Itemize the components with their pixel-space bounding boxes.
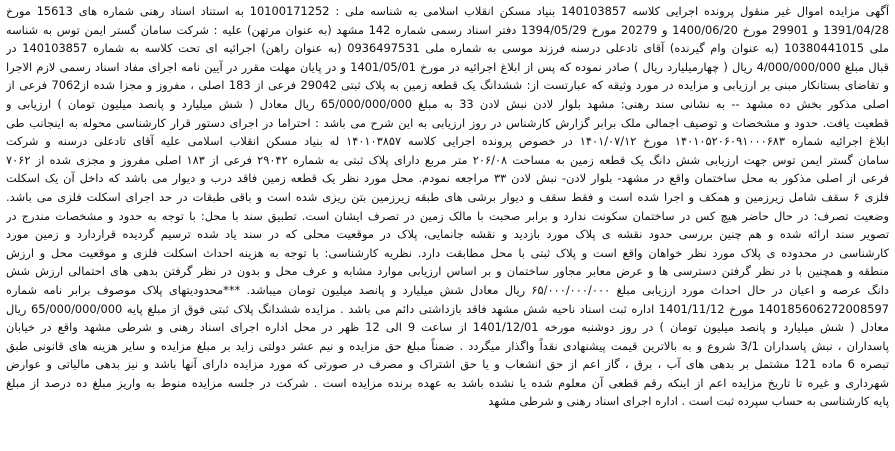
notice-line: سامان گستر ایمن توس جهت ارزیابی شش دانگ یک قطعه زمین به مساحت ۲۰۶/۰۸ متر مربع دارای پلاک ثبتی به شماره ۲۹۰۴۲ فرعی از ۱۸۳ اصلی مفروز و مجزی شده از ۷۰۶۲ bbox=[6, 152, 889, 167]
notice-line: ملی 10380441015 (به عنوان وام گیرنده) آقای تادعلی درسنه فرزند موسی به شماره ملی 0936497531 (به عنوان راهن) اجرائیه ای تحت کلاسه به شماره 140103857 در bbox=[6, 41, 889, 56]
notice-line: قطعیت یافت. حدود و مشخصات و توصیف اجمالی ملک برابر گزارش کارشناس در روز ارزیابی به این شرح می باشد : احتراما در اجرای دستور قرار کارشناسی محوله به اینجانب طی bbox=[6, 115, 889, 130]
notice-line: وضعیت تصرف: در حال حاضر هیچ کس در ساختمان سکونت ندارد و برابر صحبت با مالک زمین در تصرف ایشان است. تطبیق سند با محل: با توجه به حدود و مشخصات مندرج در bbox=[6, 208, 889, 223]
notice-line: کارشناسی در محدوده ی پلاک مورد نظر خواهان واقع است و پلاک ثبتی با محل مطابقت دارد. نظریه کارشناسی: با توجه به هزینه احداث اسکلت فلزی و موقعیت محل و ارزش bbox=[6, 245, 889, 260]
notice-line: پایه کارشناسی به حساب سپرده ثبت است . اداره اجرای اسناد رهنی و شرطی مشهد bbox=[488, 394, 889, 409]
notice-line: قبال مبلغ 4/000/000/000 ریال ( چهارمیلیارد ریال ) صادر نموده که پس از ابلاغ اجرائیه در مورخ 1401/05/01 و در پایان مهلت مقرر در آیین نامه اجرای مفاد اسناد رسمی لازم الاجرا bbox=[6, 59, 889, 74]
notice-line: ابلاغ اجرائیه شماره ۱۴۰۱۰۵۲۰۶۰۹۱۰۰۰۶۸۳ مورخ ۱۴۰۱/۰۷/۱۲ در خصوص پرونده اجرایی کلاسه ۱۴۰۱۰۳۸۵۷ له بنیاد مسکن انقلاب اسلامی علیه آقای تادعلی درسنه و شرکت bbox=[6, 134, 889, 149]
notice-line: منطقه و همچنین با در نظر گرفتن دسترسی ها و عرض معابر مجاور ساختمان و بر اساس ارزیابی موارد مشابه و عرف محل و بدون در نظر گرفتن بدهی های احتمالی ارزش شش bbox=[6, 264, 889, 279]
notice-line: شهرداری و غیره تا تاریخ مزایده اعم از اینکه رقم قطعی آن معلوم شده یا نشده باشد به عهده برنده مزایده است . شرکت در جلسه مزایده منوط به واریز مبلغ ده درصد از مبلغ bbox=[6, 375, 889, 390]
notice-line: 140185606272008597 مورخ 1401/11/12 اداره ثبت اسناد ناحیه شش مشهد فاقد بازداشتی دائم می باشد . مزایده ششدانگ پلاک ثبتی فوق از مبلغ پایه 65/000/000/000 ریال bbox=[6, 301, 889, 316]
auction-notice-text bbox=[6, 2, 889, 449]
notice-line: دانگ عرصه و اعیان در حال احداث مورد ارزیابی مبلغ ۶۵/۰۰۰/۰۰۰/۰۰۰ ریال معادل شش میلیارد و پانصد میلیون تومان میباشد. ***محدودیتهای پلاک موصوف برابر نامه شماره bbox=[6, 282, 889, 297]
notice-line: تصویر سند ارائه شده و هم چنین بررسی حدود نقشه ی پلاک مورد بازدید و نقشه جانمایی، پلاک در موقعیت محلی که در سند یاد شده ترسیم گردیده قراردارد و زمین مورد bbox=[6, 227, 889, 242]
notice-line: معادل ( شش میلیارد و پانصد میلیون تومان ) در روز دوشنبه مورخه 1401/12/01 از ساعت 9 الی 12 ظهر در محل اداره اجرای اسناد رهنی و شرطی مشهد واقع در خیابان bbox=[6, 320, 889, 335]
notice-line: و تقاضای بستانکار مبنی بر ارزیابی و مزایده در مورد وثیقه که عبارتست از: ششدانگ یک قطعه زمین به پلاک ثبتی 29042 فرعی از 183 اصلی ، مفروز و مجزا شده از7062 فرعی از bbox=[6, 78, 889, 93]
notice-line: اصلی مذکور بخش ده مشهد -- به نشانی سند رهنی: مشهد بلوار لادن نبش لادن 33 به مبلغ 65/000/000/000 ریال معادل ( شش میلیارد و پانصد میلیون تومان ) ارزیابی و bbox=[6, 96, 889, 111]
notice-line: فرعی از اصلی مذکور به محل ساختمان واقع در مشهد- بلوار لادن- نبش لادن ۳۳ مراجعه نمودم. محل مورد نظر یک قطعه زمین فاقد درب و دیوار می باشد که داخل آن یک اسکلت bbox=[6, 171, 889, 186]
notice-line: 1391/04/28 و 29901 مورخ 1400/06/20 و 20279 مورخ 1394/05/29 دفتر اسناد رسمی شماره 142 مشهد (به عنوان مرتهن) علیه : شرکت سامان گستر ایمن توس به شناسه bbox=[6, 22, 889, 37]
notice-line: فلزی ۶ سقف شامل زیرزمین و همکف و اجرا شده است و فقط سقف و دیوار برشی های طبقه زیرزمین بتن ریزی شده است و باقی طبقات در حد اجرای اسکلت فلزی می باشد. bbox=[6, 189, 889, 204]
notice-line: آگهی مزایده اموال غیر منقول پرونده اجرایی کلاسه 140103857 بنیاد مسکن انقلاب اسلامی به شناسه ملی : 10100171252 به استناد اسناد رهنی شماره های 15613 مورخ bbox=[6, 4, 889, 18]
notice-line: پاسداران ، نبش پاسداران 3/1 شروع و به بالاترین قیمت پیشنهادی نقداً واگذار میگردد . ضمناً مبلغ حق مزایده و نیم عشر دولتی زاید بر مبلغ مزایده و سایر هزینه های قانونی طبق bbox=[6, 338, 889, 353]
notice-line: تبصره 6 ماده 121 مشتمل بر بدهی های آب ، برق ، گاز اعم از حق انشعاب و یا حق اشتراک و مصرف در صورتی که مورد مزایده دارای آنها باشد و نیز بدهی مالیاتی و عوارض bbox=[6, 357, 889, 372]
